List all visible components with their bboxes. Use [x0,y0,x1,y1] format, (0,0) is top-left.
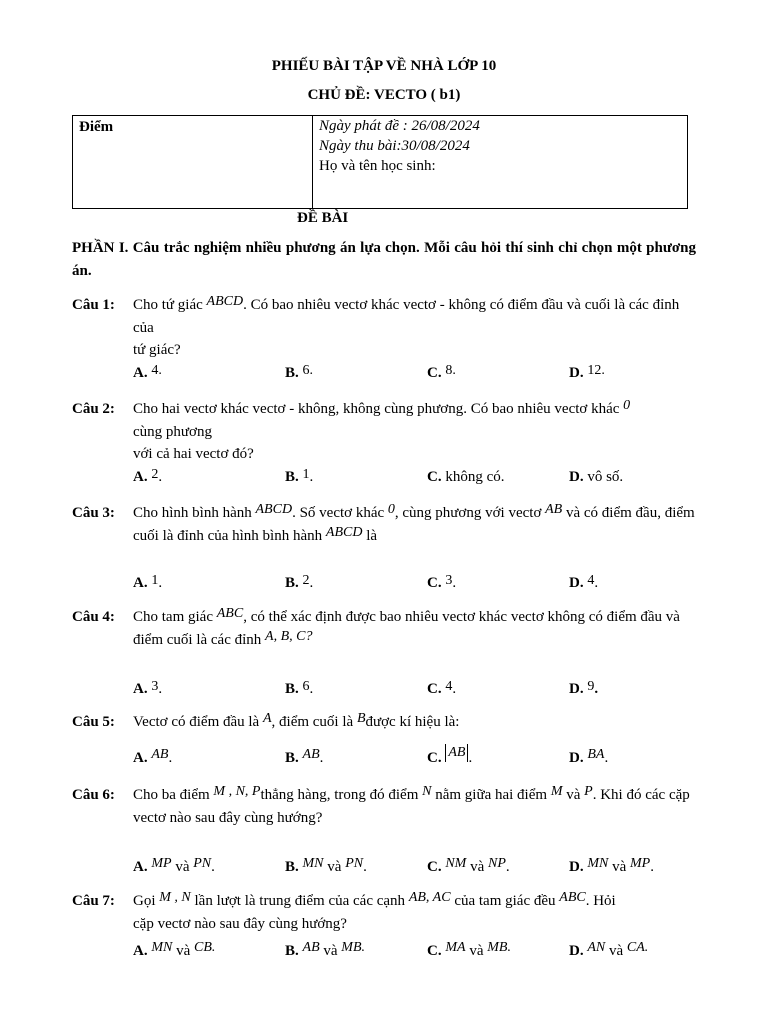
option-a[interactable] [133,940,215,963]
text: . [594,575,599,591]
option-c[interactable] [427,747,472,769]
option-value: MN [151,940,173,955]
option-label: B. [285,943,299,959]
option-value: 4 [445,679,453,694]
option-value: MP [630,856,651,871]
option-d[interactable] [569,678,598,701]
option-label: D. [569,859,584,875]
math-expr: N [422,784,432,799]
worksheet-subtitle: CHỦ ĐỀ: VECTO ( b1) [307,87,461,103]
text: . [168,750,173,766]
option-value: MB. [341,940,366,955]
option-value: MN [302,856,324,871]
option-a[interactable] [133,678,162,701]
option-value: AB [302,747,320,762]
question-text [133,784,696,829]
math-expr: ABC [559,890,586,905]
text: . [452,575,457,591]
option-a[interactable] [133,466,162,489]
text: nằm giữa hai điểm [435,787,548,803]
option-value: AB [445,744,468,762]
option-label: C. [427,469,442,485]
question-number: Câu 6: [72,787,115,803]
option-value: 1 [151,573,159,588]
option-c[interactable] [427,466,505,488]
text: . Hỏi [585,893,616,909]
text: của tam giác đều [454,893,556,909]
option-value: 1 [302,467,310,482]
question-text [133,890,696,935]
math-expr: A, B, C [265,629,306,644]
option-d[interactable] [569,466,623,488]
option-c[interactable] [427,678,456,701]
text: và [608,943,624,959]
question-text [133,502,696,548]
option-label: A. [133,365,148,381]
option-b[interactable] [285,856,367,879]
option-label: B. [285,365,299,381]
text: cuối là đỉnh của hình bình hành [133,528,323,544]
option-value: MA [445,940,466,955]
text: . [158,575,163,591]
option-label: D. [569,681,584,697]
option-label: C. [427,943,442,959]
text: Cho ba điểm [133,787,210,803]
text: và [175,859,190,875]
text: , có thể xác định được bao nhiêu vectơ khác vectơ không có điểm đầu và [243,609,680,625]
text: . [468,750,473,766]
option-label: C. [427,859,442,875]
option-d[interactable] [569,362,605,385]
math-expr: M , N [159,890,191,905]
score-cell [73,116,313,209]
text: và [327,859,342,875]
option-label: A. [133,859,148,875]
text: và [612,859,627,875]
text: điểm cuối là các đỉnh [133,632,262,648]
text: Cho tứ giác [133,297,203,313]
question-text [133,711,696,734]
question-text [133,606,696,652]
option-value: 2 [302,573,310,588]
info-table [72,115,688,209]
option-value: 3 [445,573,453,588]
student-name-label: Họ và tên học sinh: [319,158,436,174]
option-value: CA. [626,940,649,955]
text: . [505,859,510,875]
option-value: 3 [151,679,159,694]
option-d[interactable] [569,856,654,879]
question-number: Câu 4: [72,609,115,625]
issue-date: Ngày phát đề : 26/08/2024 [319,118,480,134]
math-expr: P [584,784,593,799]
option-value: không có. [445,469,505,485]
section-title: ĐỀ BÀI [297,210,349,226]
option-label: A. [133,575,148,591]
text: là [366,528,378,544]
text: thẳng hàng, trong đó điểm [260,787,419,803]
math-expr: ABCD [206,294,244,309]
option-value: CB. [194,940,216,955]
option-value: 12. [587,363,605,378]
option-b[interactable] [285,362,313,385]
option-value: 4 [587,573,595,588]
option-b[interactable] [285,466,313,489]
option-value: NM [445,856,467,871]
dates-cell [313,116,688,209]
option-b[interactable] [285,572,313,595]
text: . Có bao nhiêu vectơ khác vectơ - không có điểm đầu và cuối là các đỉnh của [133,297,680,336]
option-value: AB [302,940,320,955]
option-label: D. [569,469,584,485]
option-label: B. [285,575,299,591]
text: . [309,575,314,591]
question-number: Câu 5: [72,714,115,730]
option-value: BA [587,747,605,762]
option-value: 6 [302,679,310,694]
math-expr: M [550,784,563,799]
option-value: 6. [302,363,314,378]
text: . [319,750,324,766]
option-label: C. [427,681,442,697]
math-expr: B [356,711,366,726]
text: . Số vectơ khác [292,505,385,521]
worksheet-title: PHIẾU BÀI TẬP VỀ NHÀ LỚP 10 [271,58,497,74]
text: với cả hai vectơ đó? [133,446,254,462]
math-expr: A [262,711,272,726]
option-label: D. [569,943,584,959]
option-value: MN [587,856,609,871]
due-date: Ngày thu bài:30/08/2024 [319,138,470,154]
math-expr: ABC [216,606,244,621]
option-b[interactable] [285,940,365,963]
option-c[interactable] [427,572,456,595]
option-label: C. [427,365,442,381]
math-expr: ABCD [325,525,363,540]
text: . [650,859,654,875]
question-text [133,294,696,361]
text: Cho tam giác [133,609,213,625]
option-label: A. [133,750,148,766]
text: . [452,681,457,697]
option-c[interactable] [427,940,511,963]
option-value: AN [587,940,606,955]
option-label: B. [285,750,299,766]
option-label: B. [285,681,299,697]
option-value: PN [345,856,364,871]
option-value: 8. [445,363,456,378]
math-expr: 0 [623,398,631,413]
text: . [309,469,314,485]
text: , điểm cuối là [271,714,354,730]
text: và [469,943,484,959]
option-value: 9 [587,679,595,694]
part-1-instructions: PHẦN I. Câu trắc nghiệm nhiều phương án lựa chọn. Mỗi câu hỏi thí sinh chỉ chọn một phương án. [72,240,696,279]
option-d[interactable] [569,572,598,595]
question-number: Câu 3: [72,505,115,521]
option-label: A. [133,943,148,959]
option-b[interactable] [285,678,313,701]
question-number: Câu 7: [72,893,115,909]
option-label: C. [427,575,442,591]
text: Cho hình bình hành [133,505,252,521]
text: và [566,787,581,803]
option-c[interactable] [427,362,456,385]
math-expr: AB, AC [408,890,451,905]
option-value: 4. [151,363,162,378]
option-b[interactable] [285,747,323,770]
math-expr: 0 [387,502,395,517]
option-a[interactable] [133,856,215,879]
option-value: MP [151,856,172,871]
question-text [133,398,696,465]
question-number: Câu 1: [72,297,115,313]
text: và [323,943,338,959]
text: . [604,750,609,766]
math-expr: AB [545,502,563,517]
text: Vectơ có điểm đầu là [133,714,260,730]
text: ? [305,629,313,644]
score-label: Điểm [79,119,114,135]
option-a[interactable] [133,747,172,770]
text: và [176,943,191,959]
text: vectơ nào sau đây cùng hướng? [133,810,323,826]
text: lần lượt là trung điểm của các cạnh [194,893,406,909]
text: cặp vectơ nào sau đây cùng hướng? [133,916,347,932]
text: . [594,681,599,697]
option-value: PN [193,856,212,871]
text: Cho hai vectơ khác vectơ - không, không cùng phương. Có bao nhiêu vectơ khác [133,401,620,417]
option-label: A. [133,681,148,697]
option-c[interactable] [427,856,510,879]
option-label: C. [427,750,442,766]
question-number: Câu 2: [72,401,115,417]
option-label: D. [569,365,584,381]
text: . Khi đó các cặp [592,787,690,803]
option-label: B. [285,859,299,875]
option-label: B. [285,469,299,485]
option-value: 2 [151,467,159,482]
option-a[interactable] [133,362,162,385]
text: , cùng phương với vectơ [394,505,542,521]
option-a[interactable] [133,572,162,595]
math-expr: ABCD [255,502,293,517]
option-value: vô số. [587,469,624,485]
option-value: NP [488,856,506,871]
text: cùng phương [133,424,212,440]
text: . [158,469,163,485]
option-value: AB [151,747,169,762]
math-expr: M , N, P [213,784,261,799]
option-label: A. [133,469,148,485]
text: được kí hiệu là: [365,714,460,730]
option-label: D. [569,750,584,766]
text: và có điểm đầu, điểm [565,505,695,521]
text: . [158,681,163,697]
text: và [470,859,485,875]
text: . [309,681,314,697]
text: . [363,859,367,875]
option-d[interactable] [569,940,648,963]
text: tứ giác? [133,342,181,358]
text: Gọi [133,893,156,909]
text: . [211,859,215,875]
option-value: MB. [487,940,511,955]
option-label: D. [569,575,584,591]
option-d[interactable] [569,747,608,770]
